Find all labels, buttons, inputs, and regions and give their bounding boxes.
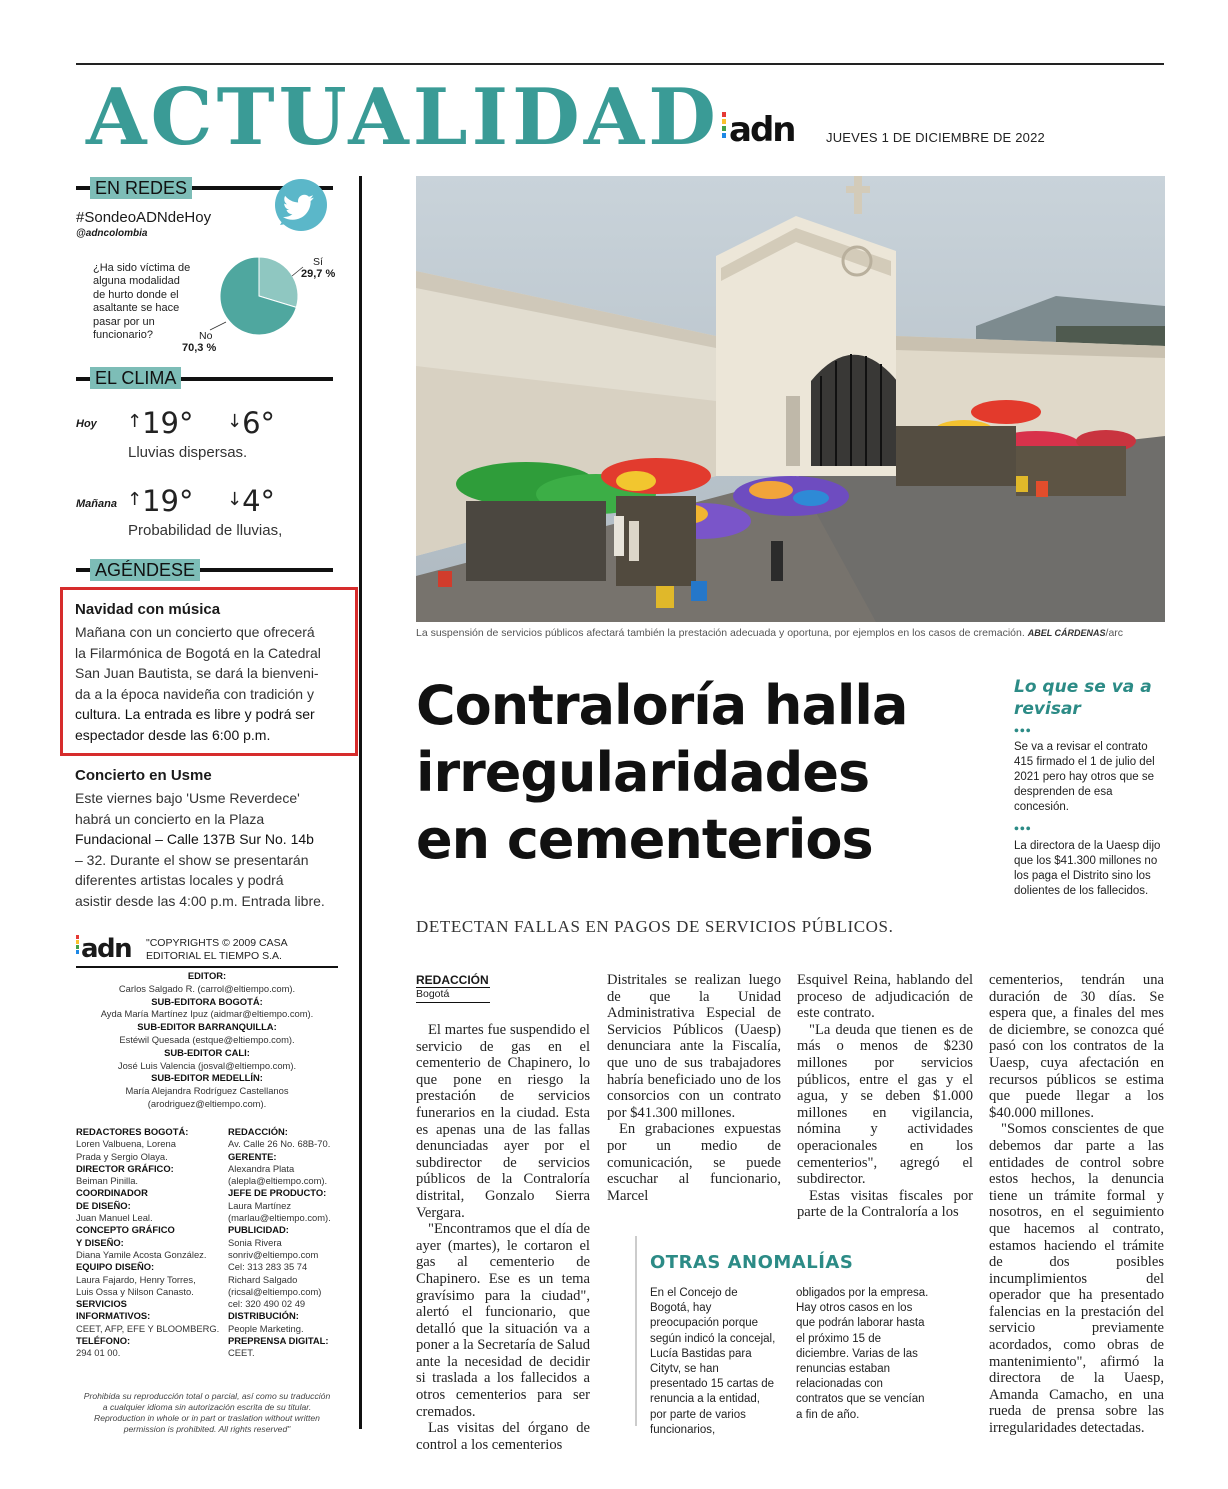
poll-question-line: funcionario?	[93, 329, 153, 342]
staff-role: REDACTORES BOGOTÁ:	[76, 1126, 189, 1137]
clima-max-value: 19°	[142, 484, 194, 518]
agenda-line: habrá un concierto en la Plaza	[75, 810, 265, 827]
agenda-event-body	[75, 788, 357, 911]
logo-text: adn	[81, 934, 132, 964]
staff-name: Sonia Rivera	[228, 1236, 282, 1248]
side-box-item: Se va a revisar el contrato 415 firmado el 1 de julio del 2021 pero hay otros que se desprenden de esa concesión.	[1014, 741, 1155, 813]
agenda-line: da a la época navideña con tradición y	[75, 685, 314, 702]
top-rule	[76, 63, 1164, 65]
photo-credit-suffix: /arc	[1105, 627, 1124, 639]
clima-min-value: 6°	[242, 406, 276, 440]
side-box-item: La directora de la Uaesp dijo que los $41.300 millones no los paga el Distrito sino los dolientes de los fallecidos.	[1014, 840, 1161, 897]
article-column-1	[416, 1022, 590, 1453]
staff-role: PUBLICIDAD:	[228, 1224, 289, 1236]
photo-caption-text: La suspensión de servicios públicos afectará también la prestación adecuada y oportuna, por ejemplos en los casos de cremación.	[416, 627, 1025, 639]
staff-name: CEET.	[228, 1347, 255, 1359]
staff-role: COORDINADOR	[76, 1187, 148, 1199]
credit-role: SUB-EDITOR MEDELLÍN:	[151, 1072, 263, 1084]
poll-leader-lines	[196, 264, 316, 344]
staff-role: SERVICIOS	[76, 1298, 127, 1310]
agenda-line: Mañana con un concierto que ofrecerá	[75, 624, 315, 640]
staff-name: CEET, AFP, EFE Y BLOOMBERG.	[76, 1322, 220, 1334]
credit-name: (arodriguez@eltiempo.com).	[147, 1097, 267, 1109]
staff-name: People Marketing.	[228, 1322, 304, 1334]
poll-label-si: Sí	[313, 256, 323, 268]
agenda-line: la Filarmónica de Bogotá en la Catedral	[75, 644, 321, 661]
credit-name: Carlos Salgado R. (carrol@eltiempo.com).	[118, 982, 296, 994]
section-label-agendese: AGÉNDESE	[90, 559, 200, 581]
staff-name: Cel: 313 283 35 74	[228, 1261, 308, 1273]
twitter-bird-icon	[272, 177, 330, 235]
agenda-line: Este viernes bajo 'Usme Reverdece'	[75, 790, 300, 806]
poll-question	[93, 262, 190, 342]
staff-name: Prada y Sergio Olaya.	[76, 1150, 168, 1162]
anomalias-title: OTRAS ANOMALÍAS	[650, 1252, 854, 1273]
masthead-rule	[76, 966, 338, 968]
clima-desc-hoy: Lluvias dispersas.	[128, 444, 248, 461]
staff-name: Laura Martínez	[228, 1199, 292, 1211]
article-byline	[416, 973, 490, 1003]
staff-role: Y DISEÑO:	[76, 1236, 124, 1248]
agenda-line: Fundacional – Calle 137B Sur No. 14b	[75, 831, 314, 847]
staff-name: Av. Calle 26 No. 68B-70.	[228, 1138, 331, 1150]
staff-role: DISTRIBUCIÓN:	[228, 1310, 299, 1322]
copyright-line: "COPYRIGHTS © 2009 CASA	[146, 937, 288, 949]
article-headline	[416, 672, 1001, 873]
article-paragraph: Estas visitas fiscales por parte de la Contraloría a los	[797, 1187, 973, 1221]
staff-role: INFORMATIVOS:	[76, 1310, 151, 1322]
staff-name: cel: 320 490 02 49	[228, 1298, 306, 1310]
article-paragraph: El martes fue suspendido el servicio de gas en el cementerio de Chapinero, lo que pone en riesgo la prestación de servicios funerarios en la ciudad. Esta es apenas una de las fallas denunciadas ayer por el subdirector de servicios públicos de la Contraloría distrital, Gonzalo Sierra Vergara.	[416, 1022, 590, 1221]
legal-line: Prohibida su reproducción total o parcial, así como su traducción	[83, 1391, 331, 1401]
staff-role: CONCEPTO GRÁFICO	[76, 1224, 175, 1236]
staff-name: Beiman Pinilla.	[76, 1175, 139, 1187]
clima-min-manana: ↓4°	[227, 484, 276, 518]
staff-role: TELÉFONO:	[76, 1335, 131, 1347]
agenda-line: cultura. La entrada es libre y podrá ser	[75, 706, 315, 722]
photo-credit: ABEL CÁRDENAS	[1027, 628, 1106, 638]
side-box-dots: •••	[1014, 724, 1032, 739]
staff-name: Laura Fajardo, Henry Torres,	[76, 1273, 196, 1285]
article-paragraph: "La deuda que tienen es de más o menos de $230 millones por servicios públicos, entre el gas y el agua, y se deben $1.000 millones en vigilancia, nómina y actividades operacionales en los cementerios", agregó el subdirector.	[797, 1021, 973, 1188]
staff-list-right	[228, 1126, 343, 1360]
credit-name: Ayda María Martínez Ipuz (aidmar@eltiempo.com).	[100, 1008, 314, 1020]
credit-role: EDITOR:	[187, 970, 227, 981]
clima-max-value: 19°	[142, 406, 194, 440]
poll-question-line: alguna modalidad	[93, 275, 180, 288]
legal-line: permission is prohibited. All rights reserved"	[123, 1424, 291, 1434]
article-paragraph: "Somos conscientes de que debemos dar parte a las entidades de control sobre estos hechos, la denuncia tiene un trámite formal y nosotros, en el seguimiento que hacemos al contrato, estamos haciendo el trámite de dos posibles incumplimientos del operador que ha presentado falencias en la prestación del servicio previamente acordados, como obras de mantenimiento", afirmó la directora de la Uaesp, Amanda Camacho, en una rueda de prensa sobre las irregularidades detectadas.	[989, 1121, 1164, 1437]
poll-question-line: ¿Ha sido víctima de	[93, 262, 191, 274]
article-photo	[416, 176, 1165, 622]
section-label-en-redes: EN REDES	[90, 177, 192, 199]
agenda-line: diferentes artistas locales y podrá	[75, 872, 284, 888]
staff-role: DIRECTOR GRÁFICO:	[76, 1162, 174, 1174]
article-column-2	[607, 972, 781, 1204]
clima-desc-manana: Probabilidad de lluvias,	[128, 522, 283, 539]
agenda-line: – 32. Durante el show se presentarán	[75, 851, 309, 868]
credit-name: Estéwil Quesada (estque@eltiempo.com).	[119, 1033, 295, 1045]
agenda-event-body	[75, 622, 355, 745]
poll-question-line: de hurto donde el	[93, 288, 179, 301]
issue-date: JUEVES 1 DE DICIEMBRE DE 2022	[826, 130, 1045, 145]
legal-notice	[76, 1391, 338, 1435]
credit-role: SUB-EDITOR CALI:	[164, 1046, 250, 1058]
copyright-notice	[146, 937, 288, 963]
byline-city: Bogotá	[416, 988, 490, 1003]
section-title: ACTUALIDAD	[86, 72, 720, 163]
agenda-line: San Juan Bautista, se dará la bienveni-	[75, 665, 319, 681]
article-paragraph: Esquivel Reina, hablando del proceso de adjudicación de este contrato.	[797, 972, 973, 1022]
staff-name: Richard Salgado	[228, 1273, 298, 1285]
article-column-3	[797, 972, 973, 1221]
staff-name: Loren Valbuena, Lorena	[76, 1138, 176, 1150]
article-paragraph: Las visitas del órgano de control a los cementerios	[416, 1420, 590, 1453]
agenda-line: espectador desde las 6:00 p.m.	[75, 726, 271, 743]
staff-name: Diana Yamile Acosta González.	[76, 1248, 207, 1260]
side-box-dots: •••	[1014, 822, 1032, 837]
staff-role: EQUIPO DISEÑO:	[76, 1261, 155, 1273]
clima-day-hoy: Hoy	[76, 418, 97, 430]
credit-role: SUB-EDITORA BOGOTÁ:	[151, 995, 263, 1007]
headline-line: irregularidades	[416, 741, 870, 804]
staff-name: (alepla@eltiempo.com).	[228, 1175, 328, 1187]
agenda-event-title: Navidad con música	[75, 601, 221, 618]
staff-name: Alexandra Plata	[228, 1162, 295, 1174]
poll-hashtag: #SondeoADNdeHoy	[76, 209, 212, 226]
article-paragraph: En grabaciones expuestas por un medio de comunicación, se puede escuchar al funcionario, Marcel	[607, 1121, 781, 1204]
credit-role: SUB-EDITOR BARRANQUILLA:	[137, 1021, 277, 1033]
staff-name: 294 01 00.	[76, 1347, 121, 1359]
credit-name: María Alejandra Rodríguez Castellanos	[125, 1085, 289, 1097]
staff-name: (ricsal@eltiempo.com)	[228, 1285, 322, 1297]
headline-line: Contraloría halla	[416, 674, 908, 737]
credit-name: José Luis Valencia (josval@eltiempo.com).	[117, 1059, 297, 1071]
agenda-event-title: Concierto en Usme	[75, 767, 212, 784]
poll-handle: @adncolombia	[76, 228, 148, 239]
article-subheadline: DETECTAN FALLAS EN PAGOS DE SERVICIOS PÚBLICOS.	[416, 917, 894, 936]
clima-max-manana: ↑19°	[127, 484, 194, 518]
logo-color-dots	[722, 112, 726, 140]
photo-caption	[416, 627, 1165, 639]
poll-value-si: 29,7 %	[301, 268, 336, 280]
clima-day-manana: Mañana	[76, 498, 117, 510]
legal-line: Reproduction in whole or in part or traslation without written	[94, 1413, 320, 1423]
cemetery-photo-illustration	[416, 176, 1165, 622]
poll-label-no: No	[199, 330, 213, 342]
section-label-el-clima: EL CLIMA	[90, 367, 181, 389]
staff-name: (marlau@eltiempo.com).	[228, 1212, 331, 1224]
staff-role: JEFE DE PRODUCTO:	[228, 1187, 327, 1199]
adn-logo	[722, 112, 795, 148]
logo-color-dots	[76, 935, 79, 954]
staff-role: GERENTE:	[228, 1150, 277, 1162]
side-box-title: Lo que se va a revisar	[1014, 677, 1152, 719]
headline-line: en cementerios	[416, 808, 873, 871]
article-paragraph: "Encontramos que el día de ayer (martes), le cortaron el gas al cementerio de Chapinero. Ese es un tema gravísimo para la ciudad", alertó el funcionario, que detalló que la situación va a poner a la Secretaría de Salud ante la necesidad de decidir si traslada a los fallecidos a otros cementerios para ser cremados.	[416, 1221, 590, 1420]
article-paragraph: Distritales se realizan luego de que la Unidad Administrativa Especial de Servicios Públicos (Uaesp) denunciara ante la Fiscalía, que uno de sus trabajadores habría beneficiado uno de los consorcios con un contrato por $41.300 millones.	[607, 972, 781, 1121]
staff-name: Luis Ossa y Nilson Canasto.	[76, 1285, 194, 1297]
clima-min-hoy: ↓6°	[227, 406, 276, 440]
clima-min-value: 4°	[242, 484, 276, 518]
staff-name: Juan Manuel Leal.	[76, 1212, 153, 1224]
poll-value-no: 70,3 %	[182, 342, 217, 354]
staff-role: DE DISEÑO:	[76, 1199, 131, 1211]
anomalias-column-2: obligados por la empresa. Hay otros casos en los que podrán laborar hasta el próximo 15 de diciembre. Varias de las renuncias estaban relacionadas con contratos que se vencían a fin de año.	[796, 1287, 929, 1421]
article-column-4	[989, 972, 1164, 1437]
copyright-line: EDITORIAL EL TIEMPO S.A.	[146, 950, 282, 962]
staff-name: sonriv@eltiempo.com	[228, 1248, 319, 1260]
poll-question-line: pasar por un	[93, 315, 155, 328]
logo-text: adn	[729, 110, 795, 150]
masthead-logo	[76, 935, 131, 963]
poll-question-line: asaltante se hace	[93, 302, 180, 315]
legal-line: a cualquier idioma sin autorización escrita de su titular.	[102, 1402, 312, 1412]
editor-credits	[76, 970, 338, 1111]
clima-max-hoy: ↑19°	[127, 406, 194, 440]
article-paragraph: cementerios, tendrán una duración de 30 días. Se espera que, a finales del mes de diciembre, se conozca qué pasó con los contratos de la Uaesp, cuya afectación en recursos públicos se estima que puede llegar a los $40.000 millones.	[989, 972, 1164, 1121]
anomalias-column-1: En el Concejo de Bogotá, hay preocupación porque según indicó la concejal, Lucía Bastidas para Citytv, se han presentado 15 cartas de renuncia a la entidad, por parte de varios funcionarios,	[650, 1287, 776, 1436]
staff-role: PREPRENSA DIGITAL:	[228, 1335, 329, 1347]
staff-role: REDACCIÓN:	[228, 1126, 288, 1137]
byline-author: REDACCIÓN	[416, 973, 489, 987]
agenda-line: asistir desde las 4:00 p.m. Entrada libre.	[75, 892, 325, 909]
staff-list-left	[76, 1126, 221, 1360]
sidebar-divider	[359, 176, 362, 1429]
